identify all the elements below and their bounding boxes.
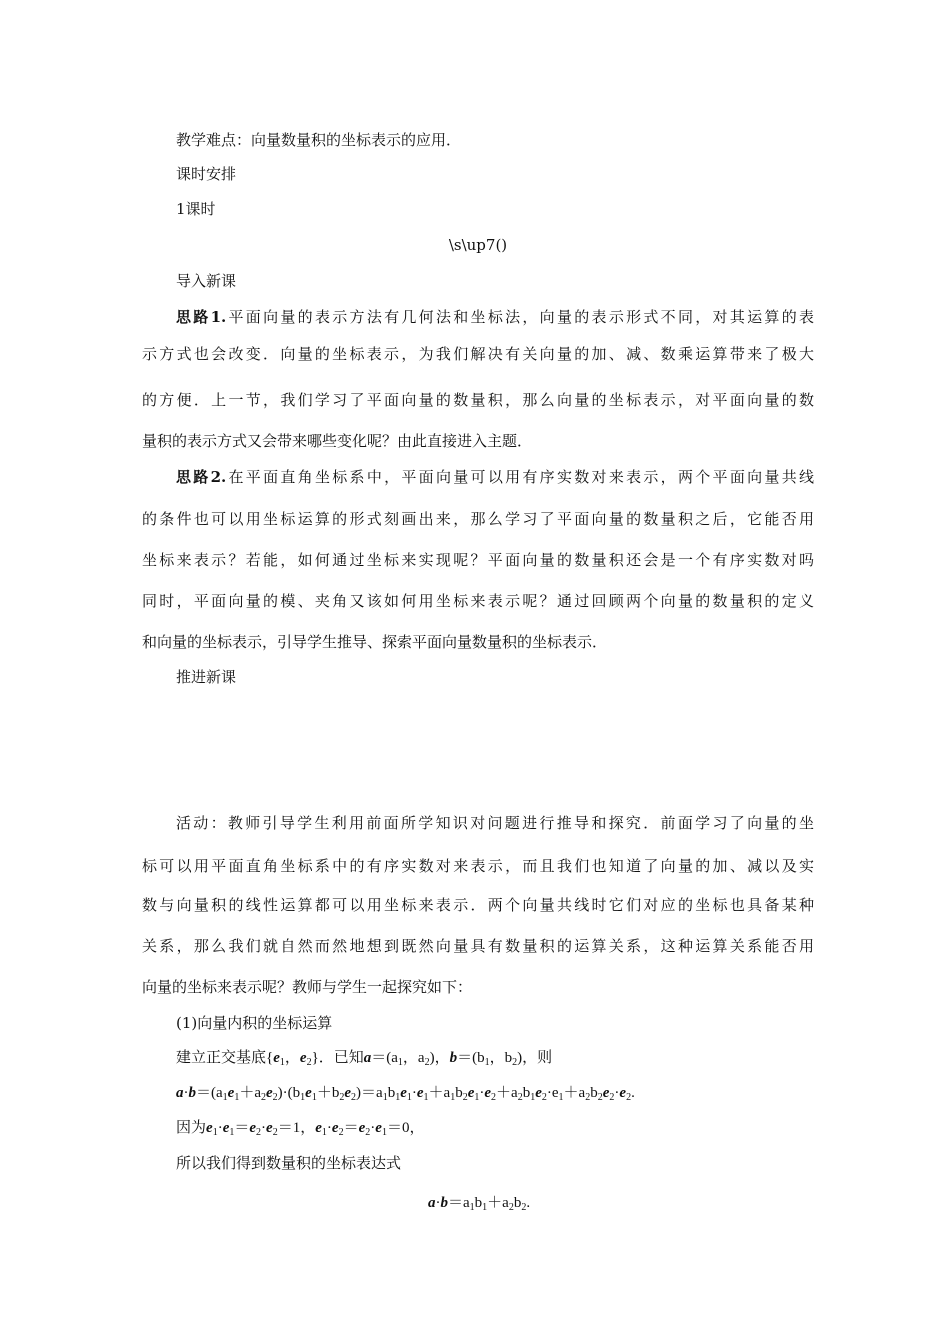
- activity-line-4: 关系，那么我们就自然而然地想到既然向量具有数量积的运算关系，这种运算关系能否用: [142, 937, 814, 955]
- intro-heading: 导入新课: [176, 272, 237, 290]
- idea1-line-1: 思路1.平面向量的表示方法有几何法和坐标法，向量的表示形式不同，对其运算的表: [176, 308, 814, 326]
- idea2-line-4: 同时，平面向量的模、夹角又该如何用坐标来表示呢？通过回顾两个向量的数量积的定义: [142, 592, 814, 610]
- new-lesson-heading: 推进新课: [176, 668, 237, 686]
- conclusion-line: 所以我们得到数量积的坐标表达式: [176, 1154, 402, 1172]
- idea2-line-5: 和向量的坐标表示，引导学生推导、探索平面向量数量积的坐标表示．: [142, 633, 608, 651]
- activity-line-2: 标可以用平面直角坐标系中的有序实数对来表示，而且我们也知道了向量的加、减以及实: [142, 857, 814, 875]
- inner-product-heading: (1)向量内积的坐标运算: [176, 1014, 333, 1032]
- idea1-label: 思路1.: [176, 308, 227, 326]
- idea2-line-3: 坐标来表示？若能，如何通过坐标来实现呢？平面向量的数量积还会是一个有序实数对吗: [142, 551, 814, 569]
- dot-product-expansion: $a\cdot b=(a_1e_1+a_2e_2)\cdot(b_1e_1+b_2e_2)=a_1b_1e_1\cdot e_1+a_1b_2e_1\cdot e_2+a_2b_1e_2\cdot e_1+a_2b_2e_2\cdot e_2$.: [176, 1085, 635, 1103]
- teaching-difficulty-line: 教学难点：向量数量积的坐标表示的应用．: [176, 131, 462, 149]
- field-code-line: \s\up7(): [448, 236, 508, 254]
- idea1-line-3: 的方便．上一节，我们学习了平面向量的数量积，那么向量的坐标表示，对平面向量的数: [142, 391, 814, 409]
- orthogonal-basis-line: 建立正交基底{$e_1$，$e_2$}．已知$a=(a_1$，$a_2$)，$b=(b_1$，$b_2$)，则: [176, 1050, 553, 1068]
- basis-property-line: 因为$e_1\cdot e_1=e_2\cdot e_2=1$，$e_1\cdot e_2=e_2\cdot e_1=0$，: [176, 1120, 425, 1138]
- idea1-line-2: 示方式也会改变．向量的坐标表示，为我们解决有关向量的加、减、数乘运算带来了极大: [142, 345, 814, 363]
- idea1-line-4: 量积的表示方式又会带来哪些变化呢？由此直接进入主题．: [142, 432, 533, 450]
- idea2-line-2: 的条件也可以用坐标运算的形式刻画出来，那么学习了平面向量的数量积之后，它能否用: [142, 510, 814, 528]
- idea2-line-1: 思路2.在平面直角坐标系中，平面向量可以用有序实数对来表示，两个平面向量共线: [176, 468, 814, 486]
- idea2-label: 思路2.: [176, 468, 227, 486]
- activity-line-5: 向量的坐标来表示呢？教师与学生一起探究如下：: [142, 978, 473, 996]
- activity-line-3: 数与向量积的线性运算都可以用坐标来表示．两个向量共线时它们对应的坐标也具备某种: [142, 896, 814, 914]
- lesson-arrangement-heading: 课时安排: [176, 165, 237, 183]
- lesson-count-line: 1课时: [176, 200, 216, 218]
- activity-line-1: 活动：教师引导学生利用前面所学知识对问题进行推导和探究．前面学习了向量的坐: [176, 814, 814, 832]
- coordinate-formula: $a\cdot b=a_1b_1+a_2b_2$.: [428, 1195, 531, 1213]
